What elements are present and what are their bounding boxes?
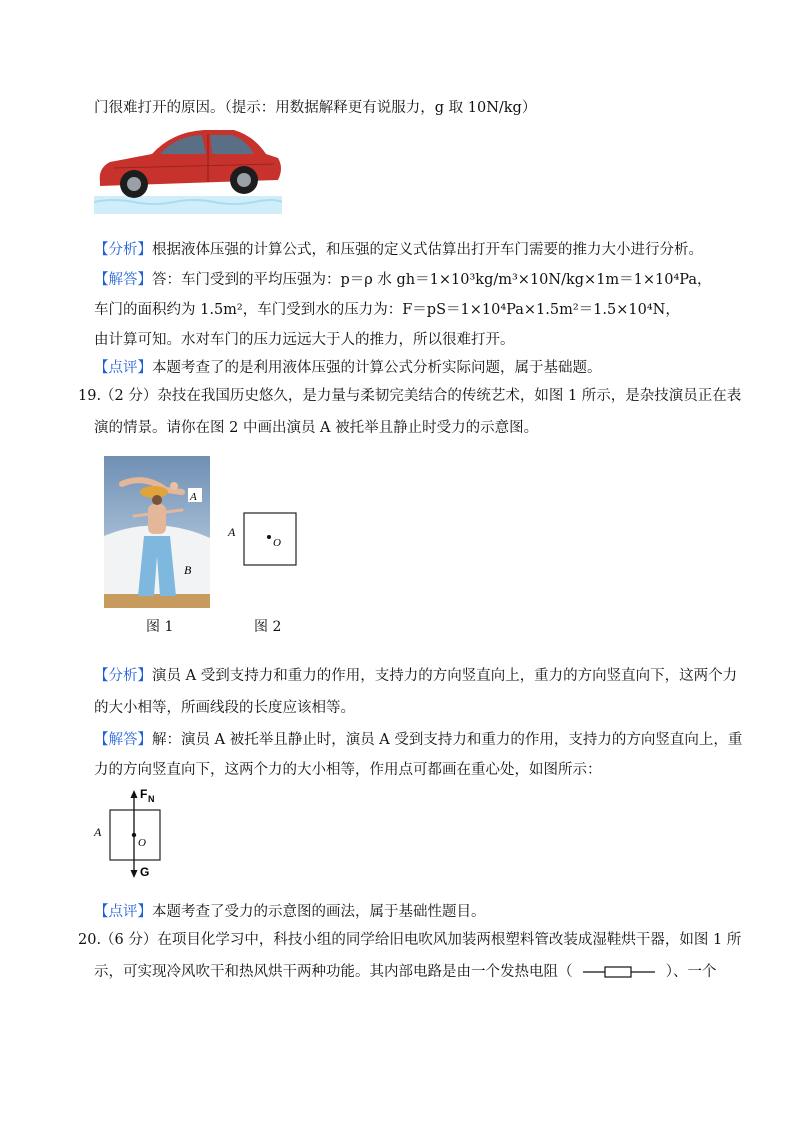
q20-stem-line2-b: ）、一个 bbox=[665, 964, 717, 980]
q18-answer-line1: 【解答】答：车门受到的平均压强为：p＝ρ 水 gh＝1×10³kg/m³×10N/kg×1m＝1×10⁴Pa， bbox=[94, 272, 712, 288]
q18-analysis: 【分析】根据液体压强的计算公式，和压强的定义式估算出打开车门需要的推力大小进行分析。 bbox=[94, 242, 703, 258]
analysis-tag: 分析 bbox=[108, 668, 138, 684]
q19-analysis-line2: 的大小相等，所画线段的长度应该相等。 bbox=[94, 700, 355, 716]
q20-stem-line2 bbox=[94, 962, 716, 982]
fig2-label-o: O bbox=[273, 537, 281, 549]
q18-stem-tail: 门很难打开的原因。（提示：用数据解释更有说服力，g 取 10N/kg） bbox=[94, 100, 537, 116]
comment-tag: 点评 bbox=[108, 360, 138, 376]
q19-analysis-text1: 演员 A 受到支持力和重力的作用，支持力的方向竖直向上，重力的方向竖直向下，这两个力 bbox=[152, 668, 738, 684]
comment-tag: 点评 bbox=[108, 904, 138, 920]
fig2-label-a: A bbox=[228, 525, 236, 539]
ans-label-fn: F bbox=[140, 787, 148, 801]
photo-label-a: A bbox=[190, 491, 197, 503]
q19-comment-text: 本题考查了受力的示意图的画法，属于基础性题目。 bbox=[152, 904, 486, 920]
photo-label-b: B bbox=[184, 563, 192, 577]
q19-stem-line1: （2 分）杂技在我国历史悠久，是力量与柔韧完美结合的传统艺术，如图 1 所示，是杂技演员正在表 bbox=[100, 388, 742, 404]
q18-comment: 【点评】本题考查了的是利用液体压强的计算公式分析实际问题，属于基础题。 bbox=[94, 360, 602, 376]
answer-force-diagram bbox=[92, 786, 182, 882]
q18-comment-text: 本题考查了的是利用液体压强的计算公式分析实际问题，属于基础题。 bbox=[152, 360, 602, 376]
q19-answer-line1: 【解答】解：演员 A 被托举且静止时，演员 A 受到支持力和重力的作用，支持力的方向竖直向上，重 bbox=[94, 732, 743, 748]
q19-analysis-line1: 【分析】演员 A 受到支持力和重力的作用，支持力的方向竖直向上，重力的方向竖直向下，这两个力 bbox=[94, 668, 738, 684]
q20-stem-line1: （6 分）在项目化学习中，科技小组的同学给旧电吹风加装两根塑料管改装成湿鞋烘干器，如图 1 所 bbox=[100, 932, 742, 948]
caption-fig2: 图 2 bbox=[254, 619, 282, 635]
q19-answer-line2: 力的方向竖直向下，这两个力的大小相等，作用点可都画在重心处，如图所示： bbox=[94, 762, 602, 778]
acrobat-photo bbox=[104, 456, 210, 608]
figure2-diagram bbox=[224, 506, 304, 572]
q19-answer-text1: 解：演员 A 被托举且静止时，演员 A 受到支持力和重力的作用，支持力的方向竖直向上，重 bbox=[152, 732, 743, 748]
ans-label-fn-sub: N bbox=[148, 794, 155, 804]
car-image bbox=[94, 124, 282, 214]
ans-label-o: O bbox=[138, 837, 146, 849]
q19-number: 19. bbox=[78, 388, 102, 404]
q18-analysis-text: 根据液体压强的计算公式，和压强的定义式估算出打开车门需要的推力大小进行分析。 bbox=[152, 242, 703, 258]
ans-label-a: A bbox=[94, 825, 102, 839]
q19-comment: 【点评】本题考查了受力的示意图的画法，属于基础性题目。 bbox=[94, 904, 486, 920]
q19-stem-line2: 演的情景。请你在图 2 中画出演员 A 被托举且静止时受力的示意图。 bbox=[94, 420, 539, 436]
caption-fig1: 图 1 bbox=[146, 619, 174, 635]
answer-tag: 解答 bbox=[108, 272, 138, 288]
ans-label-g: G bbox=[140, 865, 150, 879]
resistor-symbol-icon bbox=[583, 965, 655, 979]
q20-number: 20. bbox=[78, 932, 102, 948]
q18-answer-text1: 答：车门受到的平均压强为：p＝ρ 水 gh＝1×10³kg/m³×10N/kg×1m＝1×10⁴Pa， bbox=[152, 272, 712, 288]
q18-answer-line2: 车门的面积约为 1.5m²，车门受到水的压力为：F＝pS＝1×10⁴Pa×1.5m²＝1.5×10⁴N， bbox=[94, 302, 680, 318]
answer-tag: 解答 bbox=[108, 732, 138, 748]
q20-stem-line2-a: 示，可实现冷风吹干和热风烘干两种功能。其内部电路是由一个发热电阻（ bbox=[94, 964, 573, 980]
q18-answer-line3: 由计算可知。水对车门的压力远远大于人的推力，所以很难打开。 bbox=[94, 332, 515, 348]
analysis-tag: 分析 bbox=[108, 242, 138, 258]
